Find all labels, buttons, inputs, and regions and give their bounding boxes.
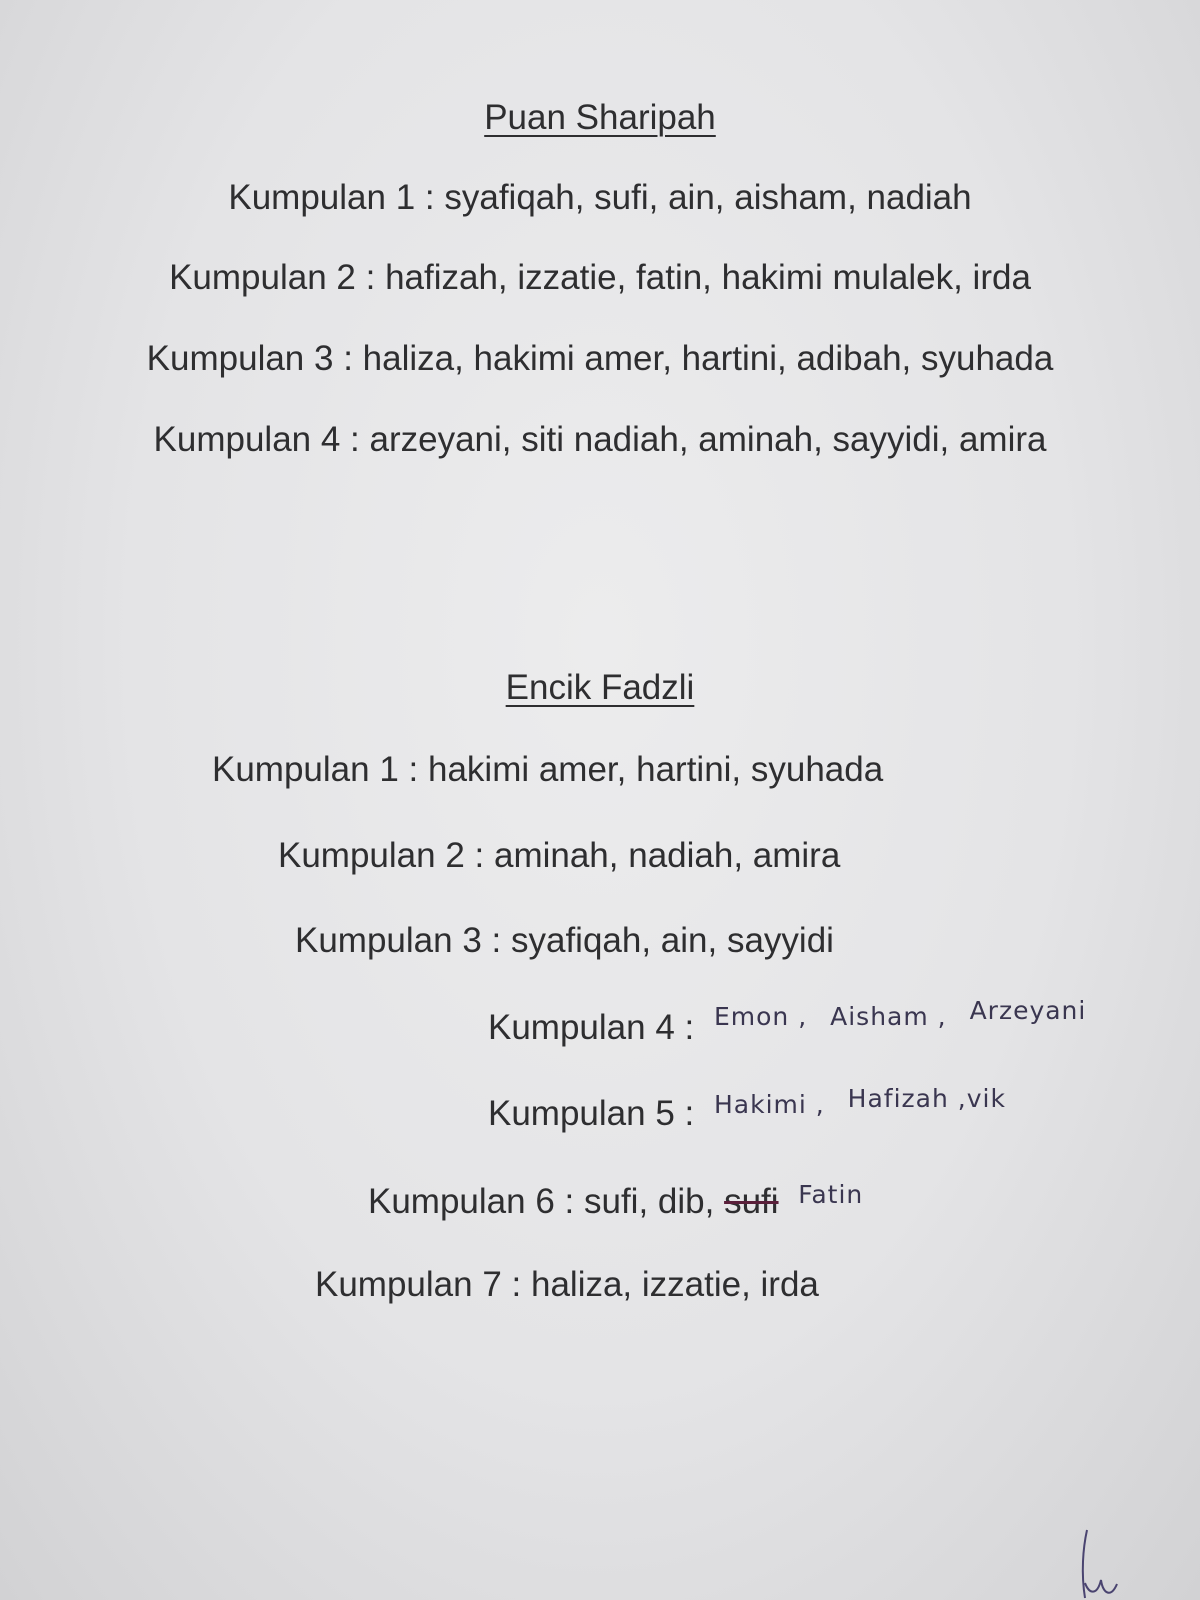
group-members: haliza, izzatie, irda (530, 1265, 819, 1304)
group-label: Kumpulan 4 : (153, 420, 360, 459)
handwritten-added-name: Fatin (798, 1180, 864, 1209)
group-label: Kumpulan 3 : (146, 339, 353, 378)
group-label: Kumpulan 5 : (488, 1094, 695, 1133)
group-label: Kumpulan 3 : (295, 921, 502, 960)
handwritten-name: Aisham , (830, 1002, 947, 1031)
group-members: sufi, dib, (583, 1182, 715, 1221)
group-members: hakimi amer, hartini, syuhada (427, 750, 884, 789)
puan-group-4 (0, 420, 1200, 460)
section-title-encik-fadzli: Encik Fadzli (505, 668, 695, 707)
encik-group-3 (295, 921, 834, 961)
handwritten-name: Emon , (713, 1002, 808, 1031)
encik-group-1 (212, 750, 883, 790)
handwritten-members (713, 996, 1100, 1031)
section-title-puan-sharipah: Puan Sharipah (484, 98, 716, 137)
group-label: Kumpulan 6 : (368, 1182, 575, 1221)
handwritten-name: Arzeyani (969, 996, 1087, 1025)
encik-group-6 (368, 1182, 863, 1222)
encik-group-4 (488, 996, 1100, 1048)
group-members: syafiqah, sufi, ain, aisham, nadiah (444, 178, 972, 217)
group-label: Kumpulan 1 : (212, 750, 419, 789)
puan-group-2 (0, 258, 1200, 298)
handwritten-name: Hafizah ,vik (847, 1084, 1006, 1113)
group-label: Kumpulan 2 : (169, 258, 376, 297)
group-members: aminah, nadiah, amira (493, 836, 841, 875)
struck-out-name: sufi (724, 1182, 779, 1221)
handwritten-name: Hakimi , (713, 1090, 825, 1119)
group-members: arzeyani, siti nadiah, aminah, sayyidi, amira (369, 420, 1047, 459)
encik-group-7 (315, 1265, 819, 1305)
group-label: Kumpulan 4 : (488, 1008, 695, 1047)
encik-group-5 (488, 1084, 1020, 1134)
group-members: syafiqah, ain, sayyidi (510, 921, 834, 960)
group-label: Kumpulan 1 : (228, 178, 435, 217)
signature-mark (1075, 1528, 1145, 1600)
group-members: haliza, hakimi amer, hartini, adibah, syuhada (362, 339, 1054, 378)
group-label: Kumpulan 2 : (278, 836, 485, 875)
encik-group-2 (278, 836, 840, 876)
handwritten-members (713, 1084, 1020, 1119)
puan-group-3 (0, 339, 1200, 379)
puan-group-1 (0, 178, 1200, 218)
group-members: hafizah, izzatie, fatin, hakimi mulalek, irda (385, 258, 1031, 297)
group-label: Kumpulan 7 : (315, 1265, 522, 1304)
